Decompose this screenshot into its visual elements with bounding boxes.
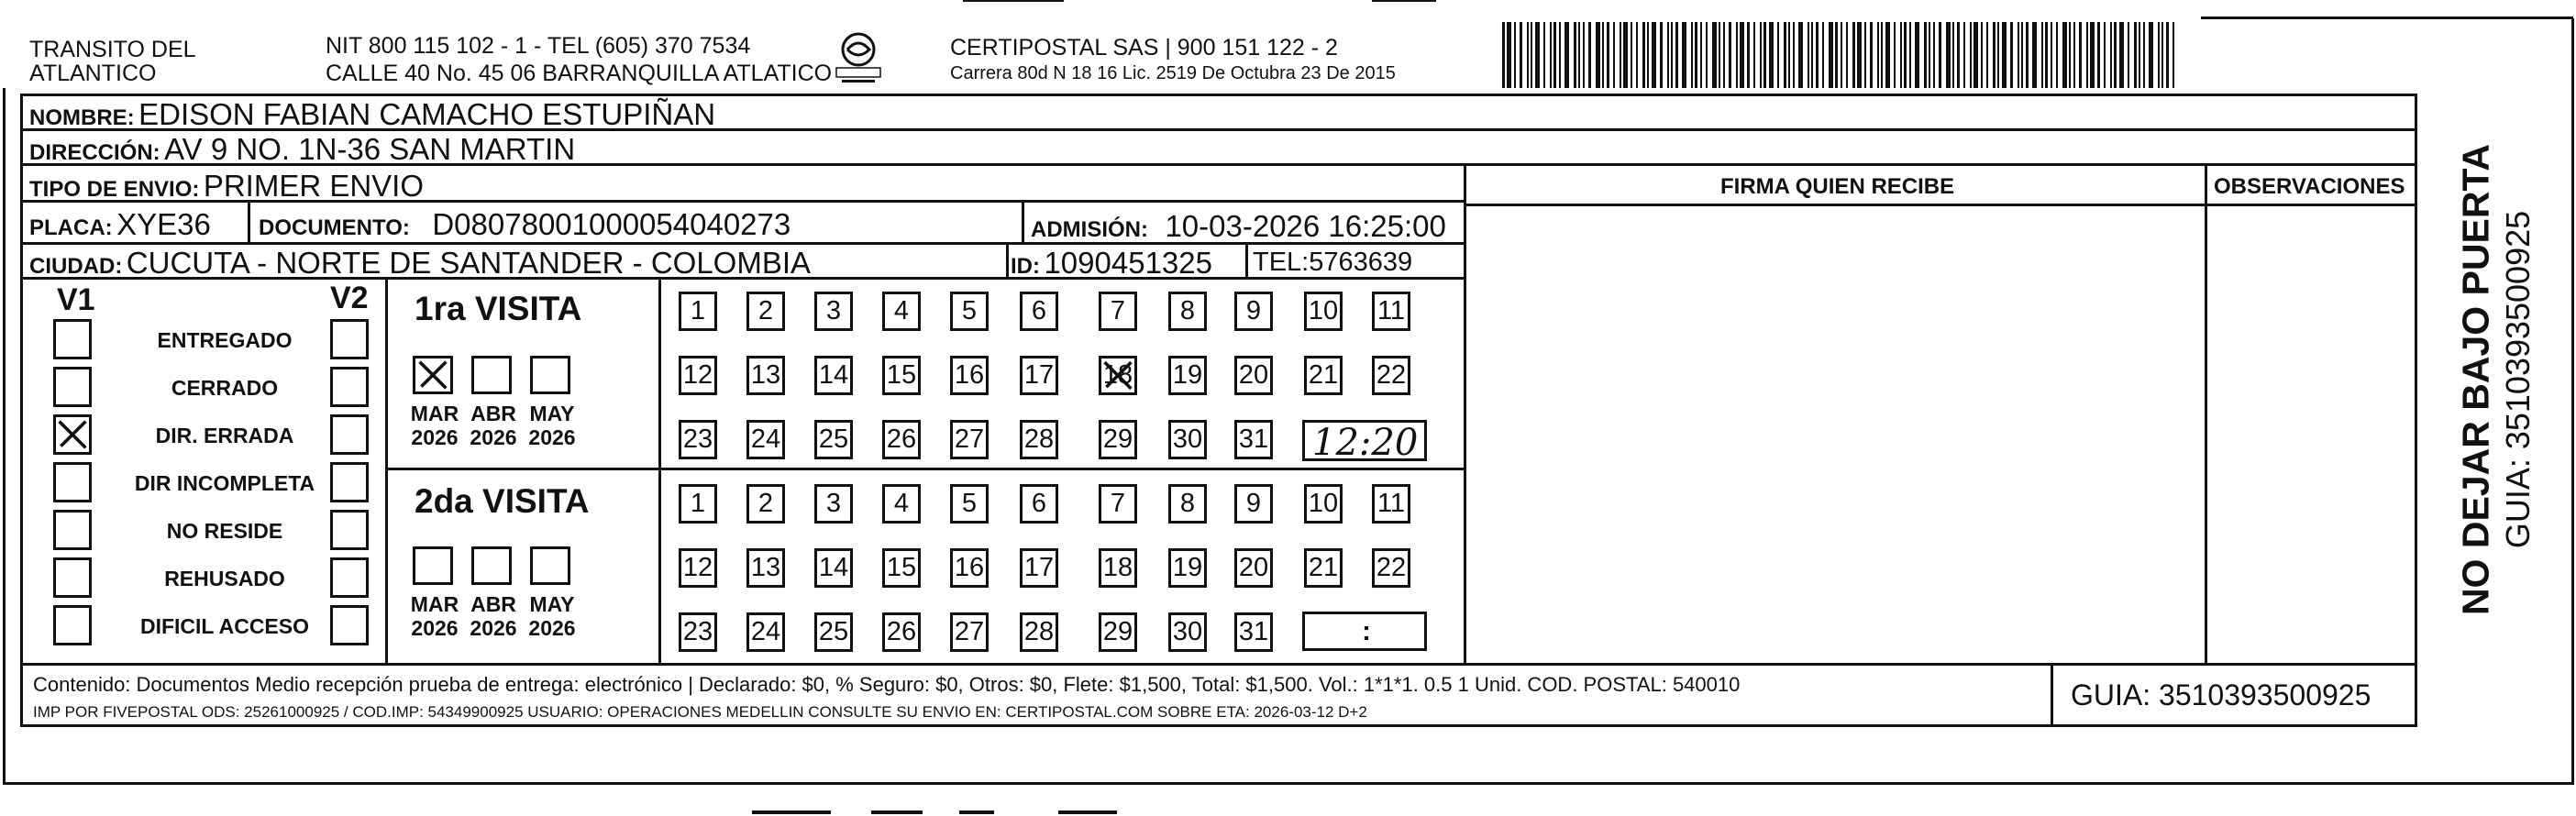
barcode-bar — [1527, 22, 1529, 88]
day-box[interactable]: 4 — [882, 484, 921, 524]
admision-label: ADMISIÓN: — [1031, 217, 1148, 242]
day-box[interactable]: 15 — [882, 548, 921, 588]
license-line: Carrera 80d N 18 16 Lic. 2519 De Octubra 23 De 2015 — [950, 63, 1396, 83]
month-checkbox[interactable] — [530, 546, 570, 585]
year-label: 2026 — [411, 425, 459, 449]
day-box[interactable]: 9 — [1234, 484, 1273, 524]
barcode-bar — [1700, 22, 1702, 88]
barcode-bar — [1811, 22, 1813, 88]
barcode-bar — [1763, 22, 1766, 88]
barcode-bar — [2079, 22, 2082, 88]
month-checkbox[interactable] — [413, 356, 453, 394]
barcode-bar — [2119, 22, 2124, 88]
barcode-bar — [1877, 22, 1879, 88]
day-box[interactable]: 6 — [1020, 292, 1058, 331]
day-box[interactable]: 18 — [1099, 356, 1137, 395]
id-value: 1090451325 — [1044, 246, 1212, 280]
day-box[interactable]: 3 — [814, 484, 853, 524]
day-box[interactable]: 8 — [1168, 484, 1207, 524]
barcode-bar — [1602, 22, 1604, 88]
first-visit-time-box[interactable] — [1302, 420, 1427, 464]
barcode-bar — [2051, 22, 2052, 88]
day-box[interactable]: 31 — [1234, 612, 1273, 652]
outer-frame-bottom — [3, 782, 2573, 785]
v2-checkbox[interactable] — [330, 319, 369, 359]
barcode-bar — [1514, 22, 1516, 88]
barcode-bar — [1502, 22, 1505, 88]
barcode-bar — [1997, 22, 1999, 88]
col-id-tel — [1245, 242, 1248, 278]
month-label: MAR — [410, 402, 459, 425]
day-box[interactable]: 1 — [679, 484, 717, 524]
reason-label: CERRADO — [171, 376, 279, 400]
barcode-bar — [1993, 22, 1996, 88]
day-box[interactable]: 10 — [1304, 484, 1343, 524]
day-box[interactable]: 27 — [950, 420, 989, 459]
day-box[interactable]: 26 — [882, 420, 921, 459]
barcode-bar — [2086, 22, 2088, 88]
placa-value: XYE36 — [116, 207, 211, 241]
imp-line: IMP POR FIVEPOSTAL ODS: 25261000925 / COD.IMP: 54349900925 USUARIO: OPERACIONES MEDELLIN CONSULTE SU ENVIO EN: CERTIPOSTAL.COM SOBRE ETA: 2026-03-12 D+2 — [33, 703, 1367, 721]
year-label: 2026 — [411, 616, 459, 640]
barcode-bar — [1559, 22, 1561, 88]
day-box[interactable]: 21 — [1304, 356, 1343, 395]
barcode-bar — [1631, 22, 1632, 88]
nombre-row — [29, 99, 715, 129]
day-box[interactable]: 24 — [746, 420, 785, 459]
v2-checkbox[interactable] — [330, 605, 369, 645]
barcode-bar — [2128, 22, 2129, 88]
barcode-bar — [1900, 22, 1902, 88]
grid-right — [2415, 94, 2417, 667]
barcode-bar — [2134, 22, 2137, 88]
outer-frame-left — [3, 88, 6, 785]
barcode-bar — [1822, 22, 1824, 88]
barcode-bar — [2090, 22, 2095, 88]
month-checkbox[interactable] — [471, 356, 512, 394]
col-placa-doc — [248, 200, 250, 243]
day-box[interactable]: 28 — [1020, 420, 1058, 459]
day-box[interactable]: 14 — [814, 548, 853, 588]
handwritten-check-mark — [415, 358, 450, 391]
v2-checkbox[interactable] — [330, 414, 369, 455]
tipo-value: PRIMER ENVIO — [203, 169, 425, 203]
barcode-bar — [1623, 22, 1628, 88]
grid-top — [20, 94, 2417, 96]
day-box[interactable]: 25 — [814, 420, 853, 459]
barcode-bar — [1915, 22, 1919, 88]
reason-label: NO RESIDE — [166, 519, 283, 543]
barcode-bar — [1760, 22, 1762, 88]
day-box[interactable]: 20 — [1234, 548, 1273, 588]
outer-frame-right — [2571, 18, 2574, 785]
side-guia: GUIA: 3510393500925 — [2499, 210, 2537, 549]
v1-checkbox[interactable] — [53, 605, 92, 645]
barcode-bar — [1952, 22, 1954, 88]
day-box[interactable]: 27 — [950, 612, 989, 652]
scan-mark-2 — [1372, 0, 1436, 2]
barcode-bar — [1723, 22, 1725, 88]
documento-label: DOCUMENTO: — [259, 215, 410, 240]
barcode-bar — [2114, 22, 2117, 88]
barcode-bar — [1550, 22, 1552, 88]
barcode-bar — [1719, 22, 1720, 88]
barcode-bar — [2002, 22, 2007, 88]
barcode-bar — [2069, 22, 2071, 88]
barcode-bar — [1507, 22, 1511, 88]
barcode-bar — [1816, 22, 1819, 88]
v1-checkbox[interactable] — [53, 367, 92, 407]
nombre-value: EDISON FABIAN CAMACHO ESTUPIÑAN — [138, 97, 716, 131]
barcode-bar — [1973, 22, 1978, 88]
documento-row — [259, 209, 790, 239]
day-box[interactable]: 9 — [1234, 292, 1273, 331]
day-box[interactable]: 12 — [679, 356, 717, 395]
year-label: 2026 — [528, 616, 576, 640]
barcode-bar — [2045, 22, 2048, 88]
barcode-bar — [1695, 22, 1697, 88]
firma-header-line — [1464, 204, 2417, 206]
barcode-bar — [2158, 22, 2160, 88]
nit-line: NIT 800 115 102 - 1 - TEL (605) 370 7534 — [326, 33, 751, 59]
barcode-bar — [1712, 22, 1717, 88]
reason-label: DIR INCOMPLETA — [134, 471, 315, 495]
reason-label: DIR. ERRADA — [155, 424, 294, 447]
barcode-bar — [1857, 22, 1862, 88]
direccion-row — [29, 134, 575, 164]
barcode-bar — [1788, 22, 1790, 88]
scan-mark-5 — [959, 810, 994, 814]
certipostal-logo-icon — [833, 31, 884, 86]
barcode-bar — [1881, 22, 1883, 88]
reason-label: REHUSADO — [164, 567, 285, 590]
barcode-bar — [1642, 22, 1645, 88]
day-box[interactable]: 30 — [1168, 420, 1207, 459]
barcode-bar — [1596, 22, 1600, 88]
barcode-bar — [1829, 22, 1833, 88]
v2-checkbox[interactable] — [330, 557, 369, 598]
day-box[interactable]: 17 — [1020, 356, 1058, 395]
barcode — [1502, 22, 2181, 88]
barcode-bar — [1835, 22, 1838, 88]
day-box[interactable]: 15 — [882, 356, 921, 395]
col-obs-left — [2205, 163, 2207, 664]
v1-checkbox[interactable] — [53, 414, 92, 455]
barcode-bar — [1753, 22, 1755, 88]
barcode-bar — [1747, 22, 1750, 88]
tel-value: TEL:5763639 — [1253, 248, 1413, 277]
scan-mark-6 — [1058, 810, 1117, 814]
barcode-bar — [1583, 22, 1585, 88]
footer-bottom — [20, 724, 2417, 727]
v1-checkbox[interactable] — [53, 557, 92, 598]
barcode-bar — [2073, 22, 2075, 88]
day-box[interactable]: 7 — [1099, 292, 1137, 331]
barcode-bar — [1553, 22, 1556, 88]
day-box[interactable]: 21 — [1304, 548, 1343, 588]
barcode-bar — [1535, 22, 1540, 88]
footer-right — [2415, 663, 2417, 727]
v2-checkbox[interactable] — [330, 510, 369, 550]
guia-box-text: GUIA: 3510393500925 — [2071, 678, 2371, 711]
v2-label: V2 — [330, 281, 369, 315]
second-visit-title: 2da VISITA — [415, 482, 590, 520]
barcode-bar — [2172, 22, 2174, 88]
no-dejar-bajo-puerta: NO DEJAR BAJO PUERTA — [2454, 143, 2497, 616]
barcode-bar — [1671, 22, 1673, 88]
barcode-bar — [1981, 22, 1983, 88]
day-box[interactable]: 16 — [950, 548, 989, 588]
admision-value: 10-03-2026 16:25:00 — [1165, 209, 1446, 243]
placa-label: PLACA: — [29, 215, 113, 240]
reason-label: DIFICIL ACCESO — [139, 614, 309, 638]
month-label: MAY — [529, 402, 575, 425]
documento-value: D08078001000054040273 — [432, 207, 791, 241]
day-box[interactable]: 13 — [746, 548, 785, 588]
barcode-bar — [2018, 22, 2019, 88]
placa-row — [29, 209, 211, 239]
barcode-bar — [1682, 22, 1686, 88]
barcode-bar — [2110, 22, 2112, 88]
ciudad-label: CIUDAD: — [29, 254, 123, 279]
nombre-label: NOMBRE: — [29, 105, 135, 130]
barcode-bar — [1841, 22, 1842, 88]
barcode-bar — [1531, 22, 1532, 88]
year-label: 2026 — [470, 616, 517, 640]
admision-row — [1031, 211, 1446, 241]
day-box[interactable]: 14 — [814, 356, 853, 395]
sender-name-line1: TRANSITO DEL — [29, 37, 196, 62]
day-box[interactable]: 11 — [1372, 484, 1410, 524]
month-label: MAR — [410, 592, 459, 616]
day-box[interactable]: 20 — [1234, 356, 1273, 395]
day-box[interactable]: 19 — [1168, 548, 1207, 588]
day-box[interactable]: 25 — [814, 612, 853, 652]
row-visit-divider — [385, 468, 1465, 470]
barcode-bar — [1652, 22, 1656, 88]
day-box[interactable]: 4 — [882, 292, 921, 331]
day-box[interactable]: 5 — [950, 292, 989, 331]
barcode-bar — [1647, 22, 1649, 88]
tipo-envio-row — [29, 171, 424, 201]
footer-left — [20, 663, 23, 727]
outer-frame-top-right — [2201, 17, 2573, 19]
barcode-bar — [1904, 22, 1907, 88]
barcode-bar — [1986, 22, 1988, 88]
barcode-bar — [2104, 22, 2106, 88]
barcode-bar — [1970, 22, 1972, 88]
scan-mark-1 — [963, 0, 1064, 2]
barcode-bar — [2097, 22, 2100, 88]
day-box[interactable]: 18 — [1099, 548, 1137, 588]
barcode-bar — [1675, 22, 1678, 88]
barcode-bar — [1793, 22, 1795, 88]
day-box[interactable]: 29 — [1099, 612, 1137, 652]
barcode-bar — [1574, 22, 1576, 88]
barcode-bar — [1578, 22, 1580, 88]
col-ciudad-id — [1006, 242, 1009, 278]
barcode-bar — [1957, 22, 1960, 88]
barcode-bar — [1620, 22, 1621, 88]
barcode-bar — [1691, 22, 1693, 88]
barcode-bar — [1784, 22, 1786, 88]
month-label: ABR — [470, 402, 516, 425]
handwritten-check-mark — [56, 417, 89, 452]
barcode-bar — [1564, 22, 1569, 88]
barcode-bar — [2143, 22, 2145, 88]
day-box[interactable]: 26 — [882, 612, 921, 652]
day-box[interactable]: 11 — [1372, 292, 1410, 331]
day-box[interactable]: 23 — [679, 612, 717, 652]
day-box[interactable]: 30 — [1168, 612, 1207, 652]
barcode-bar — [1864, 22, 1866, 88]
handwritten-check-mark — [1101, 358, 1134, 392]
barcode-bar — [2166, 22, 2169, 88]
contenido-line: Contenido: Documentos Medio recepción prueba de entrega: electrónico | Declarado: $0, % Seguro: $0, Otros: $0, Flete: $1,500, Total: $1,500. Vol.: 1*1*1. 0.5 1 Unid. COD. POSTAL: 540010 — [33, 673, 1741, 696]
barcode-bar — [1909, 22, 1911, 88]
barcode-bar — [2062, 22, 2067, 88]
barcode-bar — [2010, 22, 2013, 88]
barcode-bar — [2032, 22, 2037, 88]
day-box[interactable]: 8 — [1168, 292, 1207, 331]
direccion-value: AV 9 NO. 1N-36 SAN MARTIN — [164, 132, 576, 166]
id-row — [1011, 248, 1212, 278]
barcode-bar — [1808, 22, 1809, 88]
barcode-bar — [1946, 22, 1951, 88]
barcode-bar — [1607, 22, 1609, 88]
day-box[interactable]: 22 — [1372, 548, 1410, 588]
month-label: ABR — [470, 592, 516, 616]
day-box[interactable]: 12 — [679, 548, 717, 588]
sender-name-line2: ATLANTICO — [29, 61, 157, 86]
company-line: CERTIPOSTAL SAS | 900 151 122 - 2 — [950, 35, 1338, 61]
day-box[interactable]: 31 — [1234, 420, 1273, 459]
barcode-bar — [1846, 22, 1848, 88]
day-box[interactable]: 13 — [746, 356, 785, 395]
month-checkbox[interactable] — [530, 356, 570, 394]
barcode-bar — [1939, 22, 1941, 88]
barcode-bar — [2021, 22, 2023, 88]
day-box[interactable]: 2 — [746, 484, 785, 524]
barcode-bar — [1963, 22, 1965, 88]
barcode-bar — [1769, 22, 1774, 88]
barcode-bar — [1706, 22, 1708, 88]
firma-header: FIRMA QUIEN RECIBE — [1720, 174, 1955, 199]
day-box[interactable]: 6 — [1020, 484, 1058, 524]
day-box[interactable]: 7 — [1099, 484, 1137, 524]
month-label: MAY — [529, 592, 575, 616]
month-checkbox[interactable] — [413, 546, 453, 585]
barcode-bar — [2026, 22, 2029, 88]
day-box[interactable]: 17 — [1020, 548, 1058, 588]
barcode-bar — [1885, 22, 1890, 88]
day-box[interactable]: 3 — [814, 292, 853, 331]
year-label: 2026 — [528, 425, 576, 449]
year-label: 2026 — [470, 425, 517, 449]
direccion-label: DIRECCIÓN: — [29, 140, 160, 165]
first-visit-time-handwritten: 12:20 — [1312, 422, 1419, 464]
day-box[interactable]: 24 — [746, 612, 785, 652]
barcode-bar — [2139, 22, 2140, 88]
second-visit-time-placeholder: : — [1362, 616, 1371, 646]
barcode-bar — [1660, 22, 1663, 88]
grid-left — [20, 94, 23, 667]
barcode-bar — [1852, 22, 1855, 88]
v2-checkbox[interactable] — [330, 367, 369, 407]
day-box[interactable]: 19 — [1168, 356, 1207, 395]
barcode-bar — [1924, 22, 1927, 88]
month-checkbox[interactable] — [471, 546, 512, 585]
col-firma-left — [1464, 163, 1466, 664]
observaciones-header: OBSERVACIONES — [2214, 174, 2405, 199]
tipo-label: TIPO DE ENVIO: — [29, 177, 200, 202]
day-box[interactable]: 22 — [1372, 356, 1410, 395]
address-line: CALLE 40 No. 45 06 BARRANQUILLA ATLATICO — [326, 61, 833, 86]
v1-label: V1 — [57, 282, 95, 317]
ciudad-value: CUCUTA - NORTE DE SANTANDER - COLOMBIA — [126, 246, 812, 280]
guia-box-left — [2051, 663, 2053, 727]
first-visit-title: 1ra VISITA — [415, 290, 582, 327]
v1-checkbox[interactable] — [53, 319, 92, 359]
barcode-bar — [1929, 22, 1930, 88]
barcode-bar — [1636, 22, 1638, 88]
barcode-bar — [1613, 22, 1615, 88]
scan-mark-4 — [871, 810, 923, 814]
id-label: ID: — [1011, 254, 1040, 279]
barcode-bar — [1543, 22, 1545, 88]
barcode-bar — [1667, 22, 1669, 88]
barcode-bar — [2056, 22, 2058, 88]
v2-checkbox[interactable] — [330, 462, 369, 502]
v1-checkbox[interactable] — [53, 462, 92, 502]
barcode-bar — [1933, 22, 1935, 88]
scan-mark-3 — [752, 810, 831, 814]
barcode-bar — [1740, 22, 1744, 88]
barcode-bar — [2149, 22, 2153, 88]
day-box[interactable]: 28 — [1020, 612, 1058, 652]
day-box[interactable]: 2 — [746, 292, 785, 331]
grid-row-footer — [20, 663, 2417, 666]
second-visit-time-box[interactable] — [1302, 612, 1427, 651]
day-box[interactable]: 10 — [1304, 292, 1343, 331]
ciudad-row — [29, 248, 811, 278]
barcode-bar — [1798, 22, 1803, 88]
barcode-bar — [1729, 22, 1731, 88]
barcode-bar — [1736, 22, 1738, 88]
barcode-bar — [1520, 22, 1522, 88]
barcode-bar — [2041, 22, 2043, 88]
col-doc-adm — [1022, 200, 1024, 243]
certipostal-logo — [833, 31, 884, 86]
day-box[interactable]: 29 — [1099, 420, 1137, 459]
day-box[interactable]: 1 — [679, 292, 717, 331]
barcode-bar — [2161, 22, 2163, 88]
barcode-bar — [1894, 22, 1896, 88]
day-box[interactable]: 5 — [950, 484, 989, 524]
day-box[interactable]: 16 — [950, 356, 989, 395]
v1-checkbox[interactable] — [53, 510, 92, 550]
day-box[interactable]: 23 — [679, 420, 717, 459]
barcode-bar — [1777, 22, 1779, 88]
barcode-bar — [1870, 22, 1873, 88]
barcode-bar — [1588, 22, 1591, 88]
reason-label: ENTREGADO — [157, 328, 293, 352]
